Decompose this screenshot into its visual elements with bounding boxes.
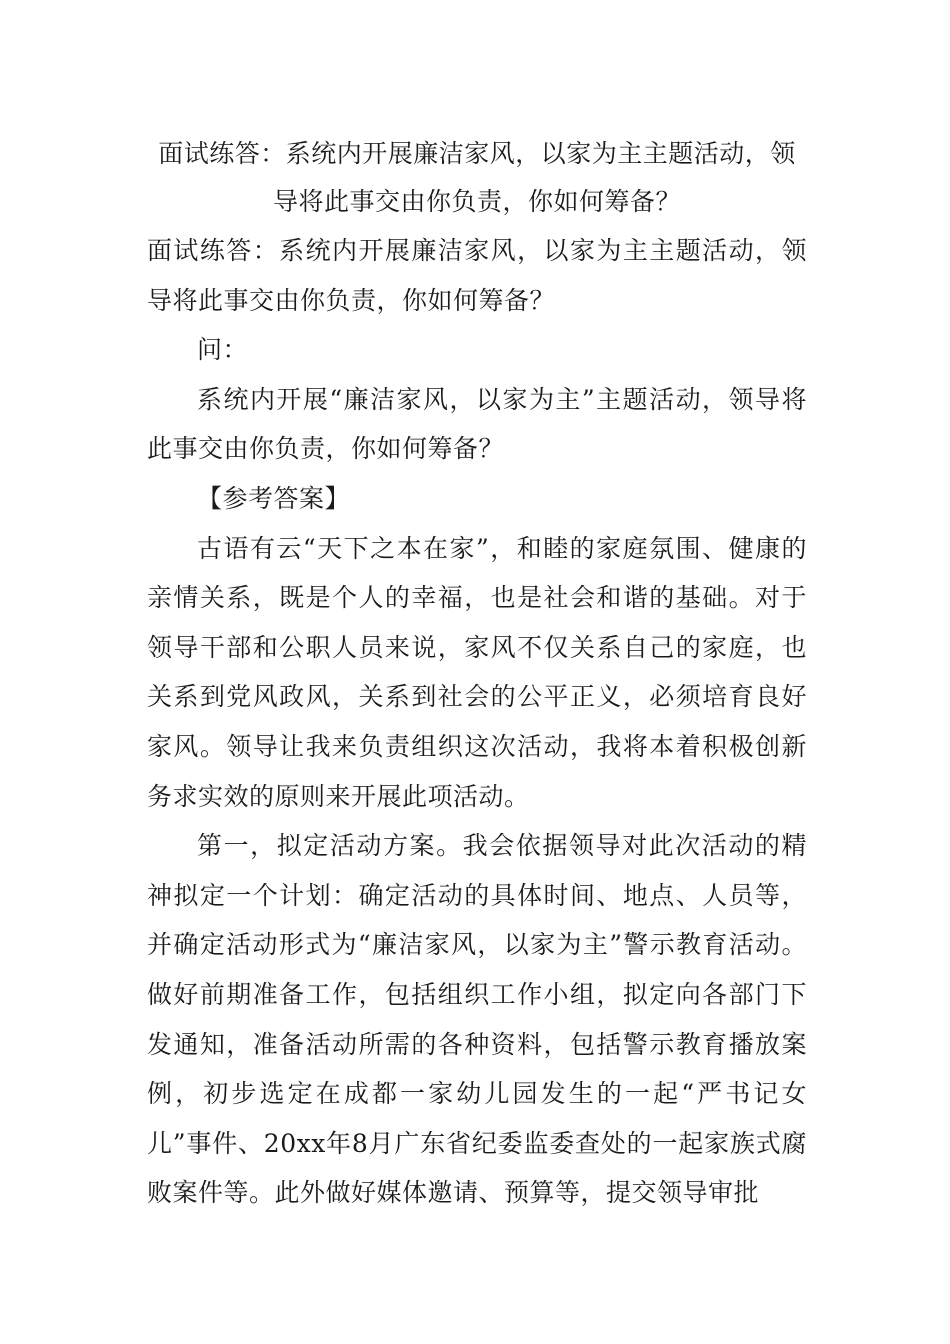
document-title: 面试练答：系统内开展廉洁家风，以家为主主题活动，领导将此事交由你负责，你如何筹备？ [158, 139, 796, 216]
paragraph-answer-label: 【参考答案】 [197, 483, 351, 513]
document-body [147, 226, 807, 1218]
paragraph-question-label: 问： [197, 335, 249, 365]
paragraph-title-repeat: 面试练答：系统内开展廉洁家风，以家为主主题活动，领导将此事交由你负责，你如何筹备？ [147, 236, 807, 315]
paragraph-question: 系统内开展“廉洁家风，以家为主”主题活动，领导将此事交由你负责，你如何筹备？ [147, 384, 807, 464]
paragraph-intro: 古语有云“天下之本在家”，和睦的家庭氛围、健康的亲情关系，既是个人的幸福，也是社会和谐的基础。对于领导干部和公职人员来说，家风不仅关系自己的家庭，也关系到党风政风，关系到社会的公平正义，必须培育良好家风。领导让我来负责组织这次活动，我将本着积极创新务求实效的原则来开展此项活动。 [147, 533, 807, 811]
paragraph-step-one: 第一，拟定活动方案。我会依据领导对此次活动的精神拟定一个计划：确定活动的具体时间、地点、人员等，并确定活动形式为“廉洁家风，以家为主”警示教育活动。做好前期准备工作，包括组织工作小组，拟定向各部门下发通知，准备活动所需的各种资料，包括警示教育播放案例，初步选定在成都一家幼儿园发生的一起“严书记女儿”事件、20xx年8月广东省纪委监委查处的一起家族式腐败案件等。此外做好媒体邀请、预算等，提交领导审批 [147, 831, 807, 1208]
